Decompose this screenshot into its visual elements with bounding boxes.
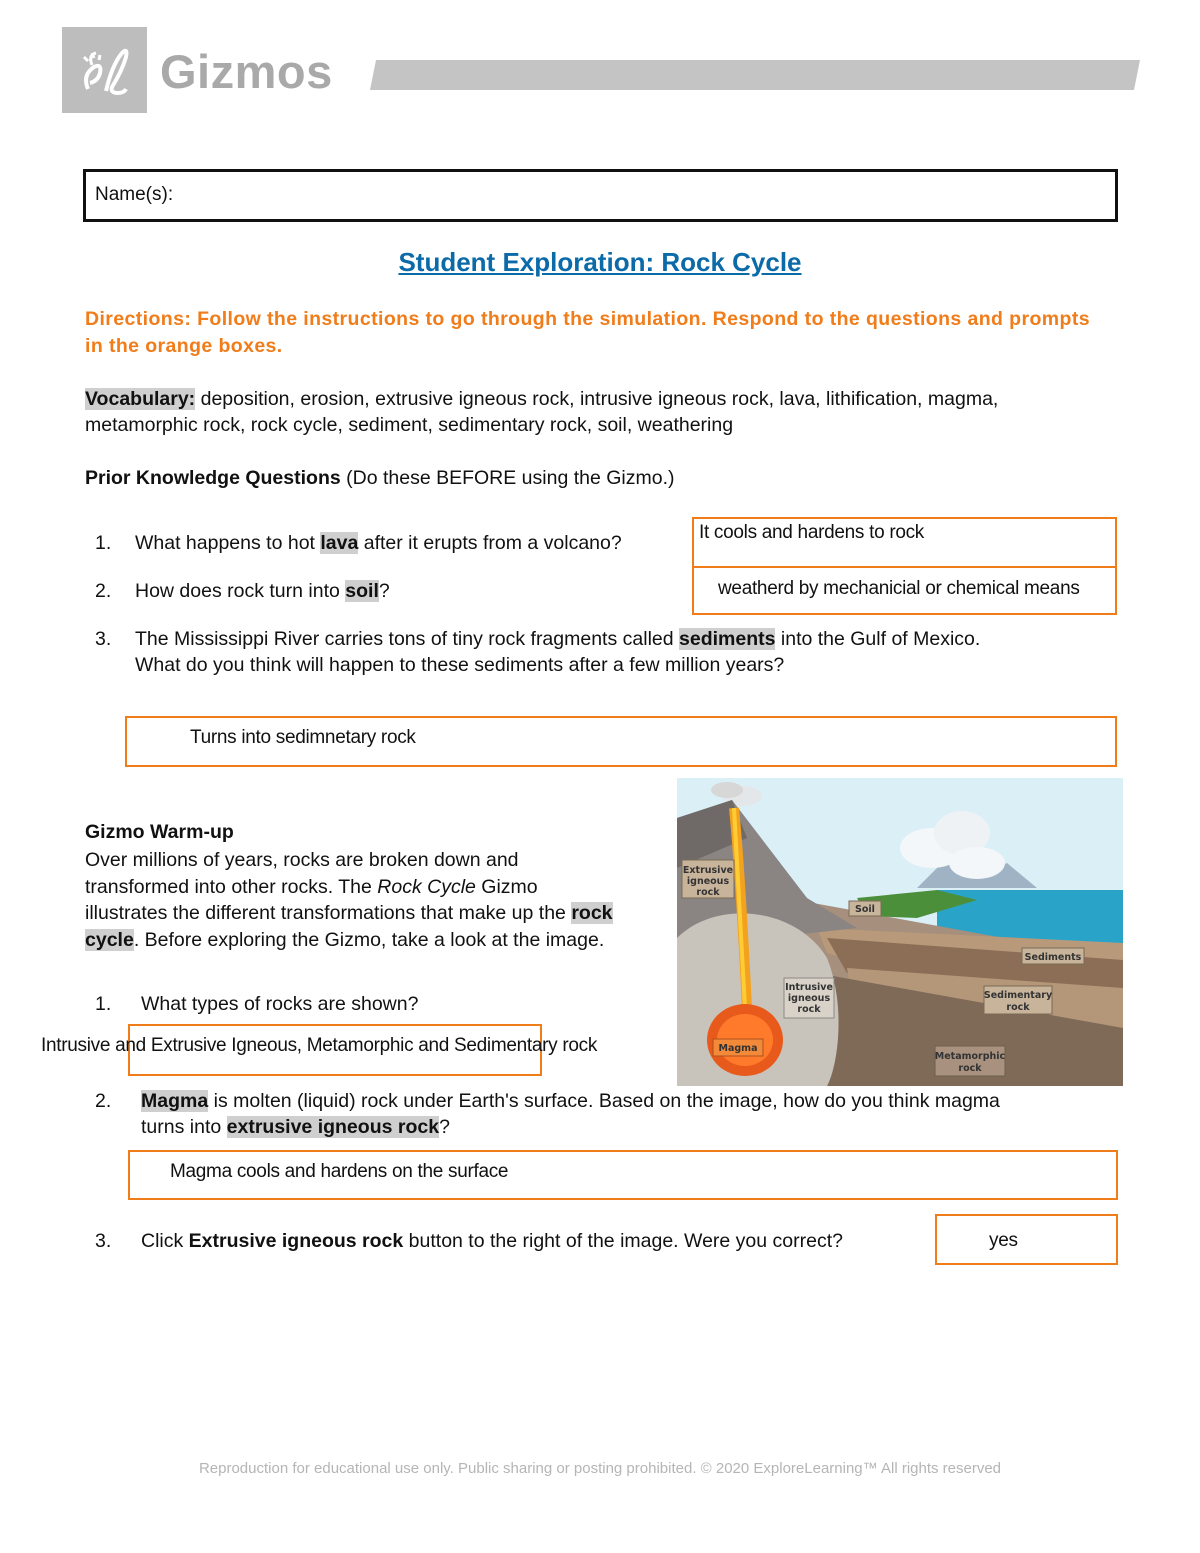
vocabulary-list: deposition, erosion, extrusive igneous rock, intrusive igneous rock, lava, lithification, magma, metamorphic rock, rock cycle, sediment, sedimentary rock, soil, weathering	[85, 388, 999, 436]
answer-text: Intrusive and Extrusive Igneous, Metamorphic and Sedimentary rock	[41, 1035, 598, 1056]
question-text: Magma is molten (liquid) rock under Earth's surface. Based on the image, how do you think magma turns into extrusive igneous rock?	[141, 1090, 1000, 1138]
answer-text: Magma cools and hardens on the surface	[170, 1161, 509, 1182]
prior-knowledge-title: Prior Knowledge Questions	[85, 467, 341, 489]
question-text: What types of rocks are shown?	[141, 993, 419, 1015]
explorelearning-logo-icon	[62, 27, 147, 113]
question-number: 2.	[95, 1090, 112, 1112]
label-intrusive-2: igneous	[787, 993, 831, 1004]
label-intrusive-3: rock	[797, 1004, 821, 1015]
brand-name: Gizmos	[160, 45, 333, 98]
warm-up-paragraph: Over millions of years, rocks are broken down and transformed into other rocks. The Rock Cycle Gizmo illustrates the different transformations that make up the rock cycle. Before exploring the Gizmo, take a look at the image.	[85, 849, 613, 951]
question-text: How does rock turn into soil?	[135, 580, 390, 602]
rock-cycle-image	[677, 778, 1123, 1086]
question-number: 1.	[95, 532, 112, 554]
logo-mark	[62, 27, 147, 113]
question-number: 1.	[95, 993, 112, 1015]
footer-copyright: Reproduction for educational use only. Public sharing or posting prohibited. © 2020 ExploreLearning™ All rights reserved	[198, 1460, 1002, 1477]
term-highlight: cycle	[85, 928, 134, 951]
label-magma: Magma	[718, 1043, 758, 1054]
name-label: Name(s):	[95, 184, 174, 205]
answer-text: weatherd by mechanicial or chemical means	[718, 578, 1080, 599]
prior-knowledge-note: (Do these BEFORE using the Gizmo.)	[340, 467, 675, 489]
term-highlight: lava	[320, 532, 359, 554]
label-sediments: Sediments	[1024, 952, 1082, 963]
answer-text: It cools and hardens to rock	[699, 522, 925, 543]
question-text: Click Extrusive igneous rock button to the right of the image. Were you correct?	[141, 1230, 843, 1252]
label-sedimentary-2: rock	[1006, 1002, 1030, 1013]
page-title: Student Exploration: Rock Cycle	[398, 247, 802, 277]
directions-text: Directions: Follow the instructions to go through the simulation. Respond to the questions and prompts in the orange boxes.	[85, 308, 1090, 357]
answer-text: Turns into sedimnetary rock	[190, 727, 416, 748]
term-highlight: rock	[571, 902, 613, 924]
label-metamorphic: Metamorphic	[934, 1051, 1006, 1062]
label-metamorphic-2: rock	[958, 1063, 982, 1074]
name-field[interactable]	[83, 169, 1118, 222]
label-soil: Soil	[855, 904, 875, 915]
header-bar	[370, 60, 1140, 90]
vocabulary-paragraph	[85, 386, 1115, 438]
label-intrusive: Intrusive	[785, 982, 833, 993]
label-extrusive: Extrusive	[682, 865, 734, 876]
question-number: 3.	[95, 1230, 112, 1252]
label-extrusive-3: rock	[696, 887, 720, 898]
term-highlight: Magma	[141, 1090, 209, 1112]
vocabulary-label: Vocabulary:	[85, 388, 196, 410]
term-highlight: soil	[345, 580, 379, 602]
answer-text: yes	[989, 1230, 1018, 1251]
question-text: The Mississippi River carries tons of tiny rock fragments called sediments into the Gulf of Mexico. What do you think will happen to these sediments after a few million years?	[135, 628, 981, 676]
term-highlight: sediments	[679, 628, 776, 650]
question-text: What happens to hot lava after it erupts from a volcano?	[135, 532, 622, 554]
question-number: 2.	[95, 580, 112, 602]
term-highlight: extrusive igneous rock	[226, 1116, 440, 1138]
question-number: 3.	[95, 628, 112, 650]
prior-knowledge-heading	[85, 467, 675, 490]
warm-up-heading: Gizmo Warm-up	[85, 821, 234, 843]
label-extrusive-2: igneous	[686, 876, 730, 887]
label-sedimentary: Sedimentary	[983, 990, 1053, 1001]
answer-box[interactable]	[935, 1214, 1118, 1265]
